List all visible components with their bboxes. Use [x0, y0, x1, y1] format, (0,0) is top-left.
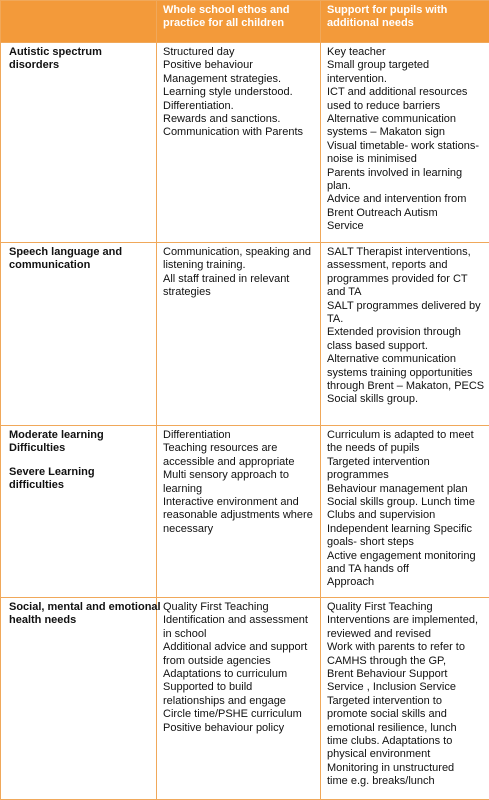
text-line: Teaching resources are — [163, 442, 278, 455]
table-row-learning — [1, 426, 489, 598]
whole-school-cell — [157, 243, 321, 426]
text-line: and TA — [327, 286, 362, 299]
header-row — [1, 1, 489, 43]
text-line: Positive behaviour policy — [163, 721, 285, 734]
support-cell — [321, 243, 489, 426]
header-cell-support — [321, 1, 489, 43]
text-line: Independent learning Specific — [327, 522, 472, 535]
text-line: SALT Therapist interventions, — [327, 246, 471, 258]
text-line: Structured day — [163, 46, 235, 58]
text-line: reviewed and revised — [327, 627, 431, 640]
header-line: Support for pupils with — [327, 4, 448, 16]
text-line: Advice and intervention from — [327, 193, 467, 206]
text-line: Quality First Teaching — [327, 601, 433, 613]
whole-school-cell — [157, 598, 321, 800]
text-line: Social skills group. Lunch time — [327, 496, 475, 509]
category-cell — [1, 426, 157, 598]
whole-school-cell — [157, 426, 321, 598]
text-line: systems training opportunities — [327, 366, 473, 379]
text-line: Brent Outreach Autism — [327, 206, 438, 219]
text-line: Positive behaviour — [163, 59, 253, 72]
text-line: the needs of pupils — [327, 442, 420, 455]
header-line: additional needs — [327, 17, 414, 30]
text-line: time e.g. breaks/lunch — [327, 775, 435, 788]
category-line: Autistic spectrum — [9, 46, 102, 58]
text-line: time clubs. Adaptations to — [327, 735, 453, 748]
text-line: Adaptations to curriculum — [163, 668, 288, 681]
text-line: Communication with Parents — [163, 126, 304, 139]
text-line: intervention. — [327, 72, 387, 85]
support-cell — [321, 426, 489, 598]
text-line: Circle time/PSHE curriculum — [163, 708, 302, 721]
text-line: goals- short steps — [327, 536, 414, 549]
text-line: Behaviour management plan — [327, 482, 468, 495]
text-line: Quality First Teaching — [163, 601, 269, 613]
text-line: programmes provided for CT — [327, 272, 468, 285]
category-cell — [1, 598, 161, 800]
support-cell — [321, 43, 489, 243]
text-line: Social skills group. — [327, 393, 419, 406]
text-line: SALT programmes delivered by — [327, 299, 481, 312]
header-cell-category — [1, 1, 157, 43]
text-line: Curriculum is adapted to meet — [327, 429, 474, 441]
category-cell — [1, 43, 157, 243]
category-cell — [1, 243, 157, 426]
text-line: physical environment — [327, 748, 431, 761]
text-line: from outside agencies — [163, 654, 271, 667]
text-line: ICT and additional resources — [327, 86, 468, 99]
text-line: Targeted intervention — [327, 455, 430, 468]
text-line: Interventions are implemented, — [327, 614, 479, 627]
category-line: communication — [9, 259, 91, 272]
category-line: Speech language and — [9, 246, 123, 258]
text-line: Differentiation. — [163, 99, 234, 112]
text-line: Interactive environment and — [163, 496, 299, 509]
text-line: Alternative communication — [327, 113, 457, 126]
text-line: Brent Behaviour Support — [327, 668, 448, 681]
category-line: Difficulties — [9, 442, 66, 455]
table-row-autism — [1, 43, 489, 243]
text-line: reasonable adjustments where — [163, 509, 313, 522]
text-line: Differentiation — [163, 429, 231, 441]
text-line: Key teacher — [327, 46, 386, 58]
category-line: difficulties — [9, 479, 65, 492]
text-line: Monitoring in unstructured — [327, 761, 455, 774]
text-line: Service , Inclusion Service — [327, 681, 456, 694]
table-row-speech — [1, 243, 489, 426]
text-line: in school — [163, 627, 207, 640]
text-line: plan. — [327, 180, 351, 193]
text-line: Targeted intervention to — [327, 694, 442, 707]
text-line: strategies — [163, 286, 211, 299]
text-line: Small group targeted — [327, 59, 430, 72]
text-line: Active engagement monitoring — [327, 549, 476, 562]
text-line: Clubs and supervision — [327, 509, 436, 522]
text-line: Identification and assessment — [163, 614, 308, 627]
text-line: programmes — [327, 469, 389, 482]
category-line: disorders — [9, 59, 60, 72]
table-row-social — [1, 598, 489, 800]
text-line: and TA hands off — [327, 563, 409, 576]
category-line: Social, mental and emotional — [9, 601, 161, 613]
text-line: through Brent – Makaton, PECS — [327, 380, 485, 393]
text-line: necessary — [163, 522, 214, 535]
text-line: promote social skills and — [327, 708, 447, 721]
text-line: Communication, speaking and — [163, 246, 311, 258]
text-line: Supported to build — [163, 681, 253, 694]
text-line: relationships and engage — [163, 694, 286, 707]
text-line: Approach — [327, 576, 375, 589]
category-line: health needs — [9, 614, 77, 627]
text-line: Parents involved in learning — [327, 166, 463, 179]
header-line: practice for all children — [163, 17, 285, 30]
text-line: learning — [163, 482, 203, 495]
support-cell — [321, 598, 489, 800]
text-line: Rewards and sanctions. — [163, 113, 281, 126]
whole-school-cell — [157, 43, 321, 243]
text-line: All staff trained in relevant — [163, 272, 290, 285]
text-line: systems – Makaton sign — [327, 126, 445, 139]
text-line: listening training. — [163, 259, 246, 272]
text-line: Management strategies. — [163, 72, 282, 85]
text-line: Alternative communication — [327, 353, 457, 366]
text-line: Additional advice and support — [163, 641, 308, 654]
text-line: Service — [327, 220, 364, 233]
category-line: Moderate learning — [9, 429, 104, 441]
text-line: assessment, reports and — [327, 259, 448, 272]
text-line: class based support. — [327, 339, 428, 352]
header-line: Whole school ethos and — [163, 4, 290, 16]
header-cell-whole-school — [157, 1, 321, 43]
text-line: used to reduce barriers — [327, 99, 441, 112]
text-line: emotional resilience, lunch — [327, 721, 457, 734]
text-line: Learning style understood. — [163, 86, 293, 99]
text-line: CAMHS through the GP, — [327, 654, 447, 667]
category-line: Severe Learning — [9, 465, 95, 478]
text-line: Extended provision through — [327, 326, 461, 339]
text-line: Work with parents to refer to — [327, 641, 465, 654]
text-line: TA. — [327, 313, 344, 326]
text-line: accessible and appropriate — [163, 455, 295, 468]
text-line: noise is minimised — [327, 153, 417, 166]
text-line: Visual timetable- work stations- — [327, 139, 480, 152]
text-line: Multi sensory approach to — [163, 469, 289, 482]
